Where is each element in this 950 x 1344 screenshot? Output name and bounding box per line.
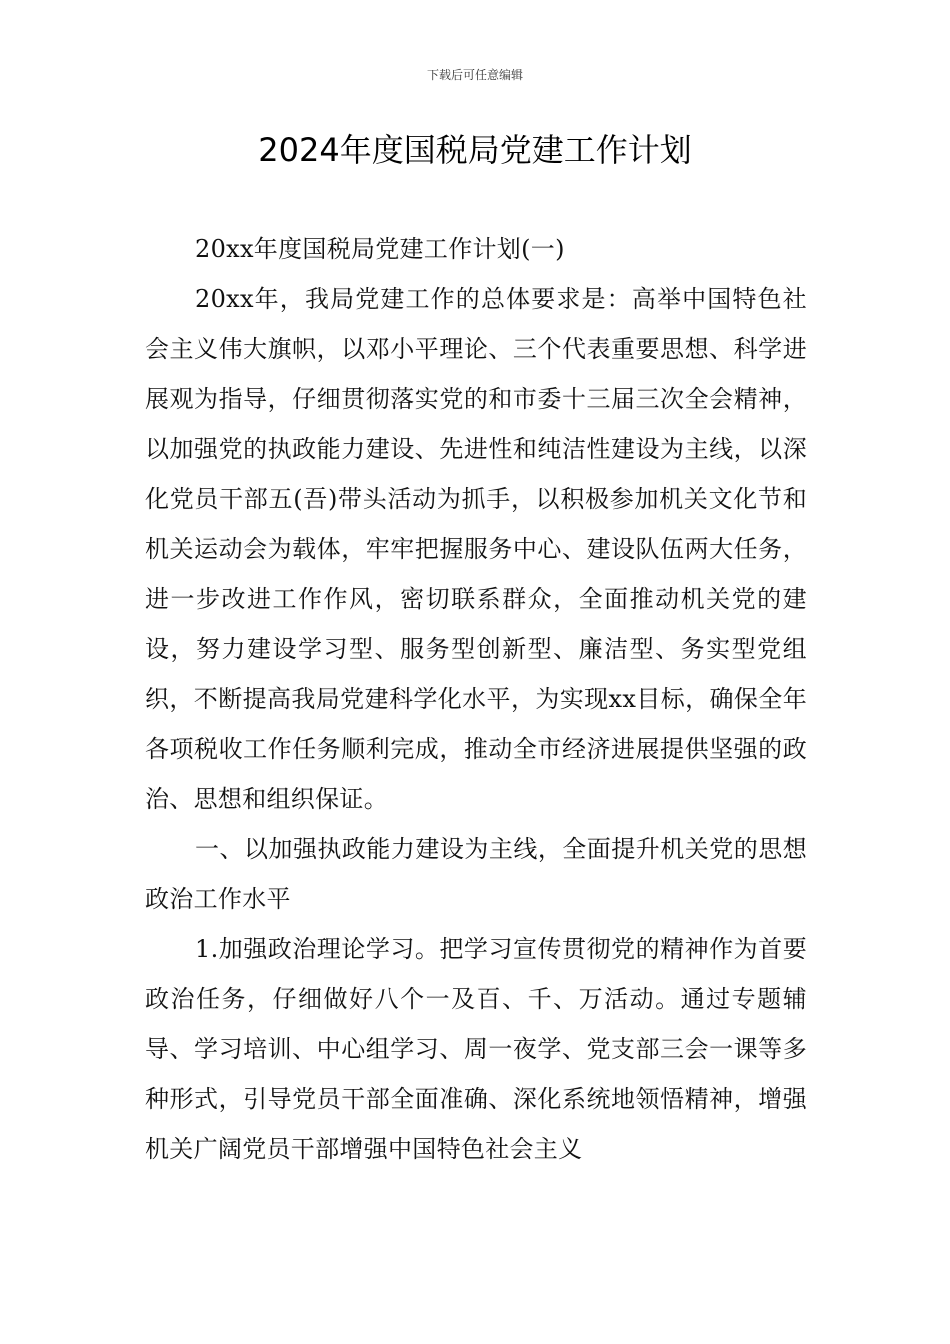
- paragraph-overall-requirements: 20xx年，我局党建工作的总体要求是：高举中国特色社会主义伟大旗帜，以邓小平理论、三个代表重要思想、科学进展观为指导，仔细贯彻落实党的和市委十三届三次全会精神，以加强党的执政能力建设、先进性和纯洁性建设为主线，以深化党员干部五(吾)带头活动为抓手，以积极参加机关文化节和机关运动会为载体，牢牢把握服务中心、建设队伍两大任务，进一步改进工作作风，密切联系群众，全面推动机关党的建设，努力建设学习型、服务型创新型、廉洁型、务实型党组织，不断提高我局党建科学化水平，为实现xx目标，确保全年各项税收工作任务顺利完成，推动全市经济进展提供坚强的政治、思想和组织保证。: [145, 285, 807, 813]
- header-note: 下载后可任意编辑: [426, 68, 523, 82]
- paragraph-subtitle: 20xx年度国税局党建工作计划(一): [195, 235, 565, 263]
- document-title: 2024年度国税局党建工作计划: [258, 131, 692, 169]
- paragraph-section-one-heading: 一、以加强执政能力建设为主线，全面提升机关党的思想政治工作水平: [145, 835, 807, 913]
- paragraph-item-one: 1.加强政治理论学习。把学习宣传贯彻党的精神作为首要政治任务，仔细做好八个一及百、千、万活动。通过专题辅导、学习培训、中心组学习、周一夜学、党支部三会一课等多种形式，引导党员干部全面准确、深化系统地领悟精神，增强机关广阔党员干部增强中国特色社会主义: [145, 935, 807, 1163]
- document-body: [145, 224, 807, 1174]
